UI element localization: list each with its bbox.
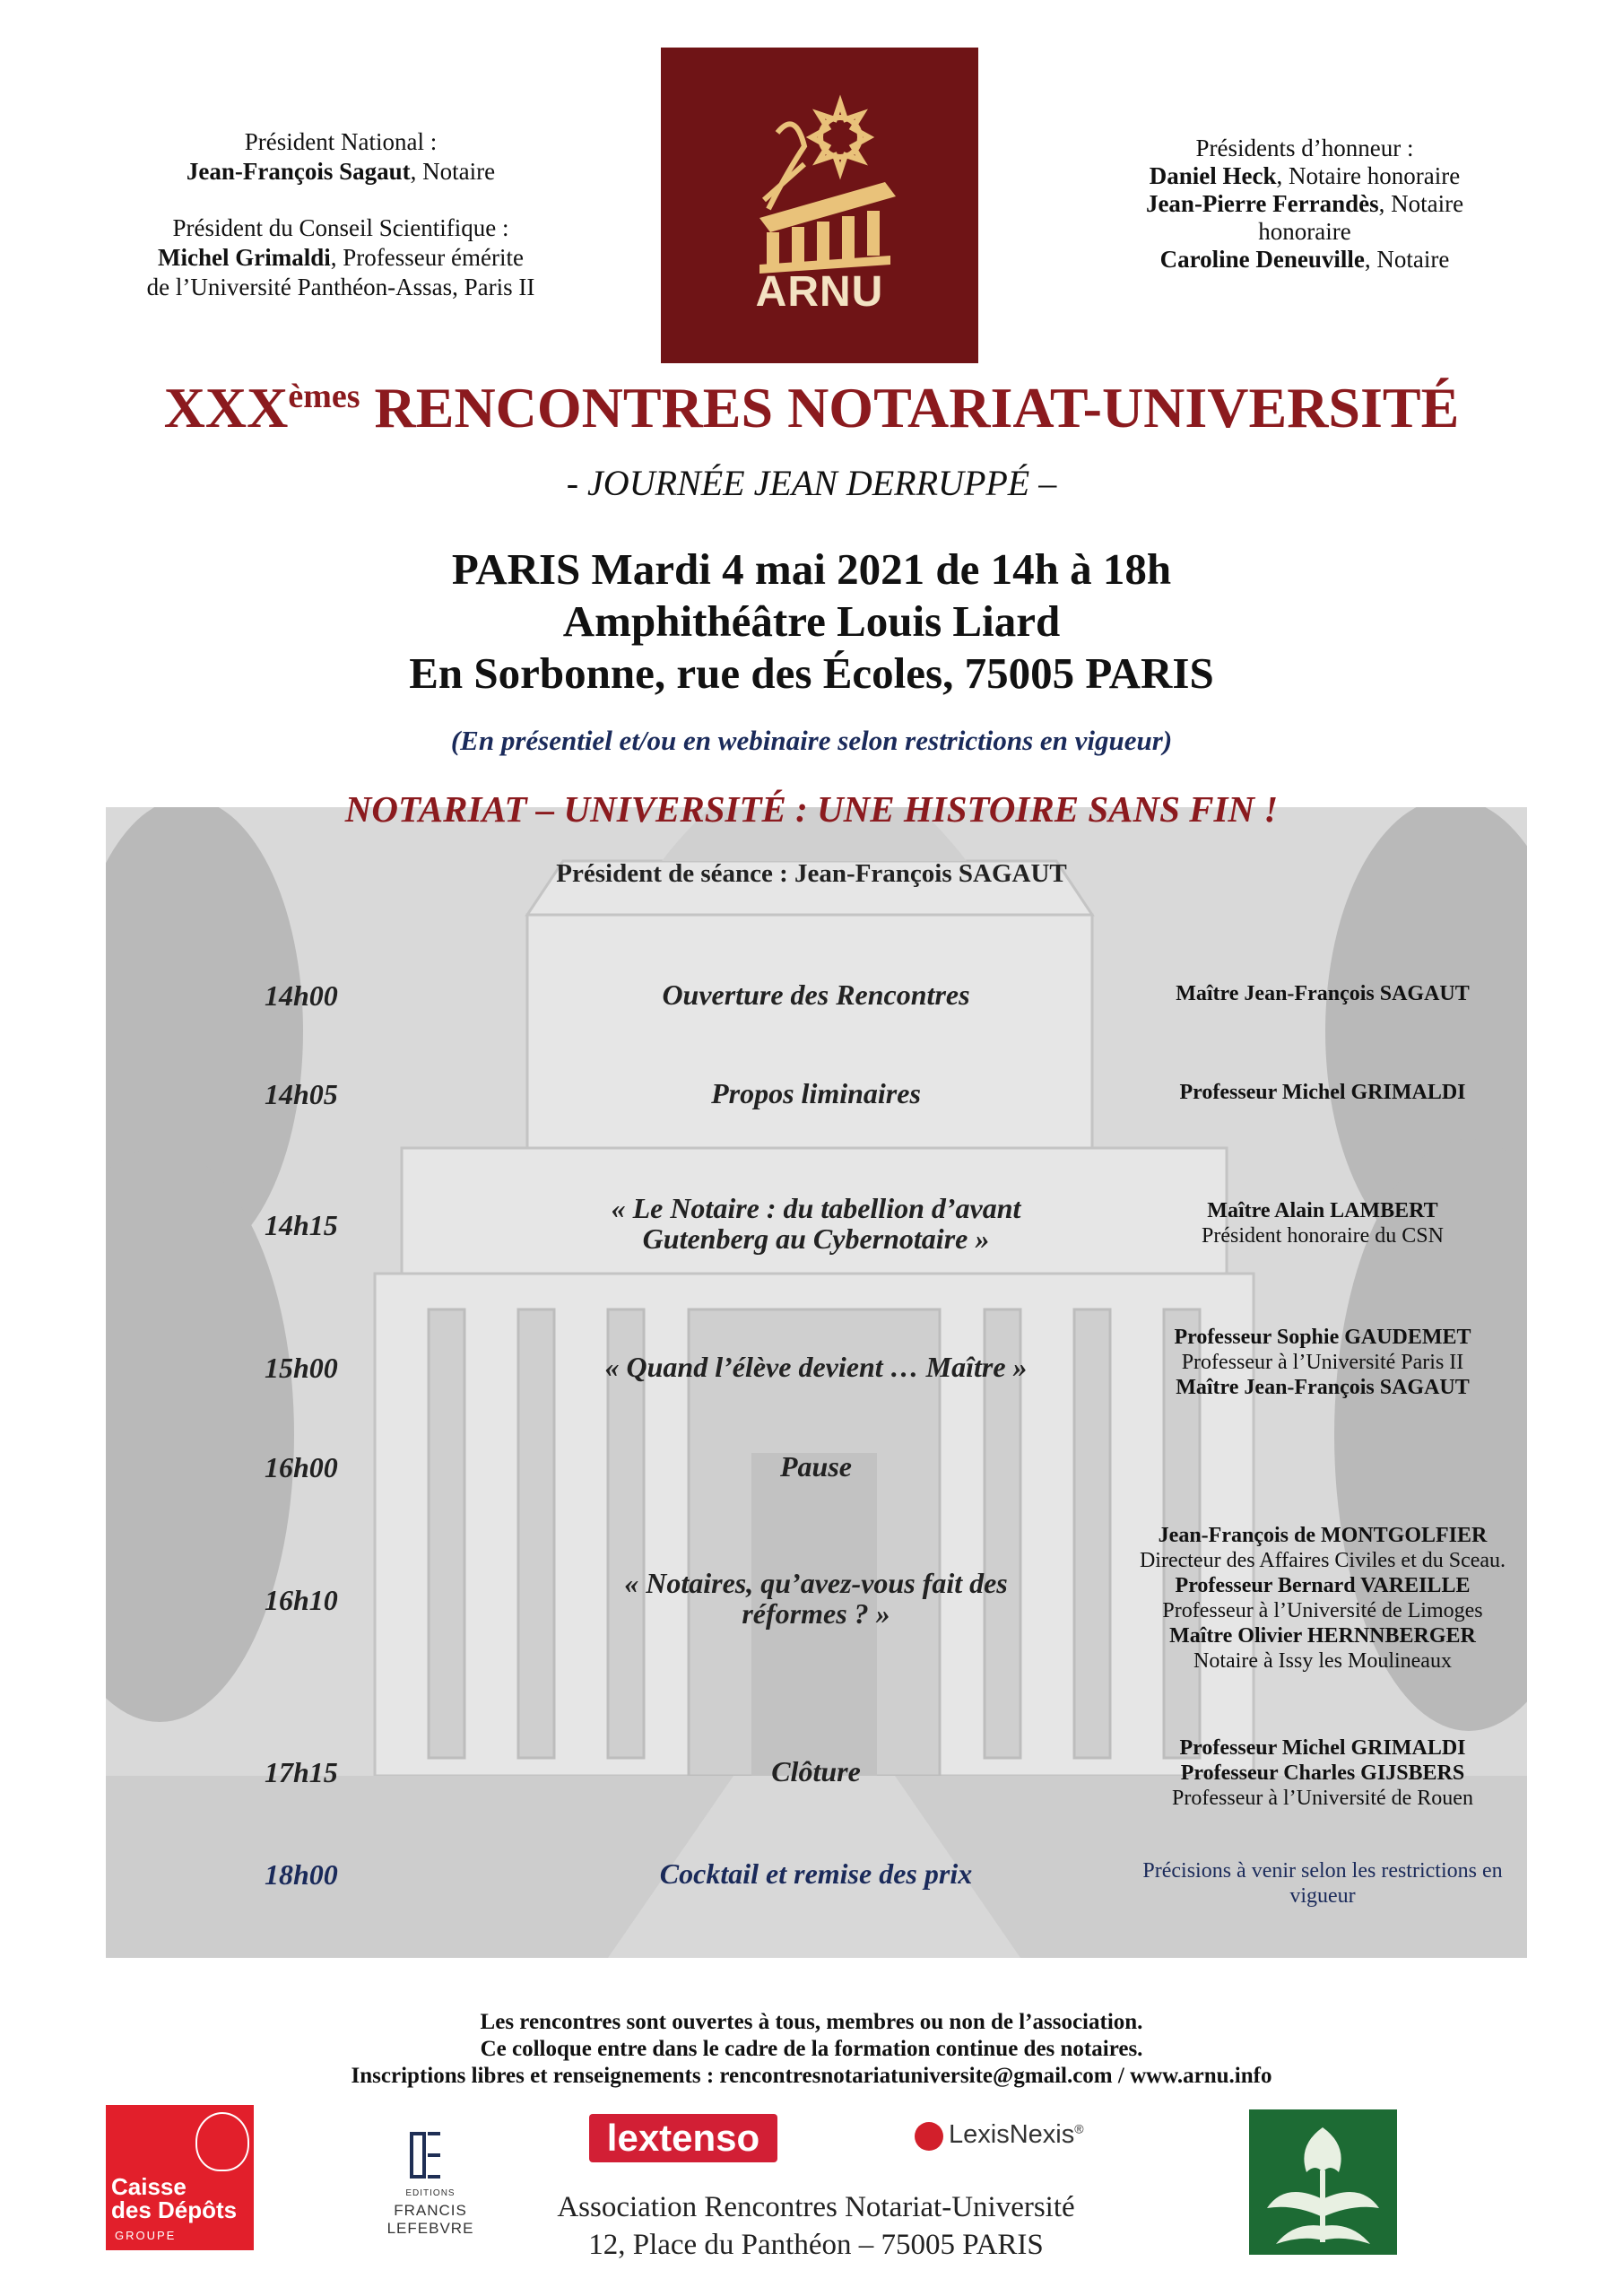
speaker-line: Maître Jean-François SAGAUT — [1176, 1376, 1470, 1399]
lefebvre-name-label: FRANCIS LEFEBVRE — [386, 2202, 474, 2237]
program-title-line: Cocktail et remise des prix — [659, 1857, 973, 1890]
scientific-president-label: Président du Conseil Scientifique : — [172, 214, 509, 241]
program-time: 14h00 — [265, 979, 338, 1012]
speaker-line: Professeur Sophie GAUDEMET — [1174, 1326, 1471, 1349]
national-president — [90, 157, 592, 187]
caisse-logo-text — [111, 2175, 237, 2222]
footer-line-3: Inscriptions libres et renseignements : rencontresnotariatuniversite@gmail.com / www.arnu.info — [351, 2064, 1272, 2088]
program-time: 18h00 — [265, 1858, 338, 1891]
program-speakers — [1116, 1198, 1529, 1248]
speaker-line: Professeur à l’Université Paris II — [1181, 1351, 1464, 1374]
program-speakers — [1116, 1080, 1529, 1105]
arnu-logo-text: ARNU — [755, 268, 884, 316]
speaker-line: Président honoraire du CSN — [1202, 1224, 1444, 1248]
program-title-line: « Quand l’élève devient … Maître » — [604, 1351, 1028, 1383]
session-president: Président de séance : Jean-François SAGAUT — [556, 859, 1067, 888]
title-prefix: XXX — [163, 376, 289, 439]
arnu-logo — [661, 48, 978, 363]
address-line-1: Association Rencontres Notariat-Université — [557, 2191, 1075, 2223]
speaker-line: Maître Alain LAMBERT — [1207, 1199, 1438, 1222]
honorary-president-2-role-cont: honoraire — [1258, 218, 1351, 245]
lexisnexis-trademark: ® — [1074, 2121, 1084, 2136]
program-title — [547, 1451, 1085, 1482]
national-president-name: Jean-François Sagaut — [186, 158, 411, 185]
speaker-line: Notaire à Issy les Moulineaux — [1193, 1649, 1452, 1673]
francis-lefebvre-mark-icon — [408, 2130, 444, 2180]
honorary-president-3-role: , Notaire — [1364, 246, 1450, 273]
speaker-line: Professeur à l’Université de Limoges — [1162, 1599, 1483, 1622]
scientific-president-name: Michel Grimaldi — [158, 244, 331, 271]
caisse-line-2: des Dépôts — [111, 2196, 238, 2223]
title-main: RENCONTRES NOTARIAT-UNIVERSITÉ — [360, 376, 1460, 439]
lefebvre-editions-label: EDITIONS — [405, 2188, 456, 2198]
honorary-president-2-role: , Notaire — [1378, 190, 1464, 217]
event-details — [0, 544, 1623, 700]
caisse-group-label: GROUPE — [115, 2229, 177, 2242]
program-time: 15h00 — [265, 1352, 338, 1384]
speaker-line: Jean-François de MONTGOLFIER — [1158, 1524, 1488, 1547]
honorary-president-3-name: Caroline Deneuville — [1159, 246, 1365, 273]
honorary-president-3 — [1081, 246, 1529, 274]
speaker-line: Directeur des Affaires Civiles et du Sceau. — [1139, 1549, 1506, 1572]
event-title — [0, 375, 1623, 441]
honorary-president-1 — [1081, 162, 1529, 190]
program-speakers — [1116, 1523, 1529, 1674]
speaker-line: Maître Olivier HERNNBERGER — [1169, 1624, 1476, 1648]
program-title — [547, 1756, 1085, 1787]
honorary-president-2-name: Jean-Pierre Ferrandès — [1145, 190, 1379, 217]
honorary-president-1-name: Daniel Heck — [1149, 162, 1277, 189]
program-time: 17h15 — [265, 1756, 338, 1788]
event-address: En Sorbonne, rue des Écoles, 75005 PARIS — [409, 648, 1214, 698]
caisse-seal-icon — [195, 2112, 249, 2171]
program-speakers — [1116, 1858, 1529, 1909]
national-president-label: Président National : — [244, 128, 438, 155]
program-time: 14h15 — [265, 1209, 338, 1241]
footer-line-1: Les rencontres sont ouvertes à tous, membres ou non de l’association. — [480, 2010, 1143, 2034]
program-title-line: « Le Notaire : du tabellion d’avant — [611, 1192, 1021, 1224]
speaker-line: Professeur Michel GRIMALDI — [1179, 1081, 1466, 1104]
francis-lefebvre-logo — [354, 2130, 507, 2238]
honorary-president-2 — [1081, 190, 1529, 218]
speaker-line: Professeur Charles GIJSBERS — [1180, 1761, 1465, 1785]
program-time: 14h05 — [265, 1078, 338, 1110]
webinar-note: (En présentiel et/ou en webinaire selon restrictions en vigueur) — [450, 725, 1173, 756]
program-title-line: Gutenberg au Cybernotaire » — [642, 1222, 990, 1255]
event-subtitle: - JOURNÉE JEAN DERRUPPÉ – — [566, 463, 1057, 503]
footer-line-2: Ce colloque entre dans le cadre de la formation continue des notaires. — [480, 2037, 1143, 2061]
scientific-president-role: , Professeur émérite — [330, 244, 524, 271]
program-speakers — [1116, 1735, 1529, 1811]
program-time: 16h00 — [265, 1451, 338, 1483]
program-title-line: Propos liminaires — [711, 1077, 921, 1109]
association-address — [502, 2188, 1130, 2264]
program-title-line: Clôture — [771, 1755, 861, 1787]
program-title — [547, 979, 1085, 1010]
honorary-presidents — [1081, 135, 1529, 274]
caisse-des-depots-logo — [106, 2105, 254, 2250]
speaker-line: Professeur à l’Université de Rouen — [1172, 1787, 1473, 1810]
speaker-line: Professeur Michel GRIMALDI — [1179, 1736, 1466, 1760]
thistle-logo — [1249, 2109, 1397, 2255]
program-title-line: « Notaires, qu’avez-vous fait des — [624, 1567, 1008, 1599]
scientific-president-affiliation: de l’Université Panthéon-Assas, Paris II — [146, 274, 535, 300]
speaker-line: Professeur Bernard VAREILLE — [1175, 1574, 1471, 1597]
caisse-line-1: Caisse — [111, 2173, 187, 2200]
national-president-role: , Notaire — [410, 158, 496, 185]
thistle-icon — [1249, 2109, 1397, 2255]
address-line-2: 12, Place du Panthéon – 75005 PARIS — [588, 2229, 1044, 2261]
program-speakers — [1116, 1325, 1529, 1400]
speaker-line: vigueur — [1289, 1884, 1356, 1908]
lexisnexis-logo — [915, 2118, 1112, 2154]
footer-info — [0, 2009, 1623, 2090]
program-title — [547, 1193, 1085, 1254]
honorary-presidents-label: Présidents d’honneur : — [1195, 135, 1414, 161]
event-venue: Amphithéâtre Louis Liard — [562, 596, 1061, 646]
honorary-president-1-role: , Notaire honoraire — [1276, 162, 1461, 189]
lextenso-logo: lextenso — [589, 2114, 777, 2162]
program-title — [547, 1568, 1085, 1629]
speaker-line: Maître Jean-François SAGAUT — [1176, 982, 1470, 1005]
title-superscript: èmes — [288, 378, 360, 415]
program-title — [547, 1078, 1085, 1109]
scientific-president — [90, 243, 592, 273]
lexisnexis-globe-icon — [915, 2122, 943, 2151]
program-title — [547, 1858, 1085, 1889]
program-title-line: Ouverture des Rencontres — [662, 978, 970, 1011]
event-theme: NOTARIAT – UNIVERSITÉ : UNE HISTOIRE SANS FIN ! — [344, 788, 1279, 830]
event-date: PARIS Mardi 4 mai 2021 de 14h à 18h — [451, 544, 1172, 594]
lexisnexis-name: LexisNexis — [949, 2120, 1075, 2149]
speaker-line: Précisions à venir selon les restrictions en — [1142, 1859, 1503, 1883]
program-title-line: réformes ? » — [742, 1597, 890, 1630]
program-speakers — [1116, 981, 1529, 1006]
lexisnexis-text — [949, 2120, 1084, 2150]
program-title — [547, 1352, 1085, 1382]
program-title-line: Pause — [780, 1450, 852, 1483]
national-presidents — [90, 127, 592, 302]
program-time: 16h10 — [265, 1584, 338, 1616]
